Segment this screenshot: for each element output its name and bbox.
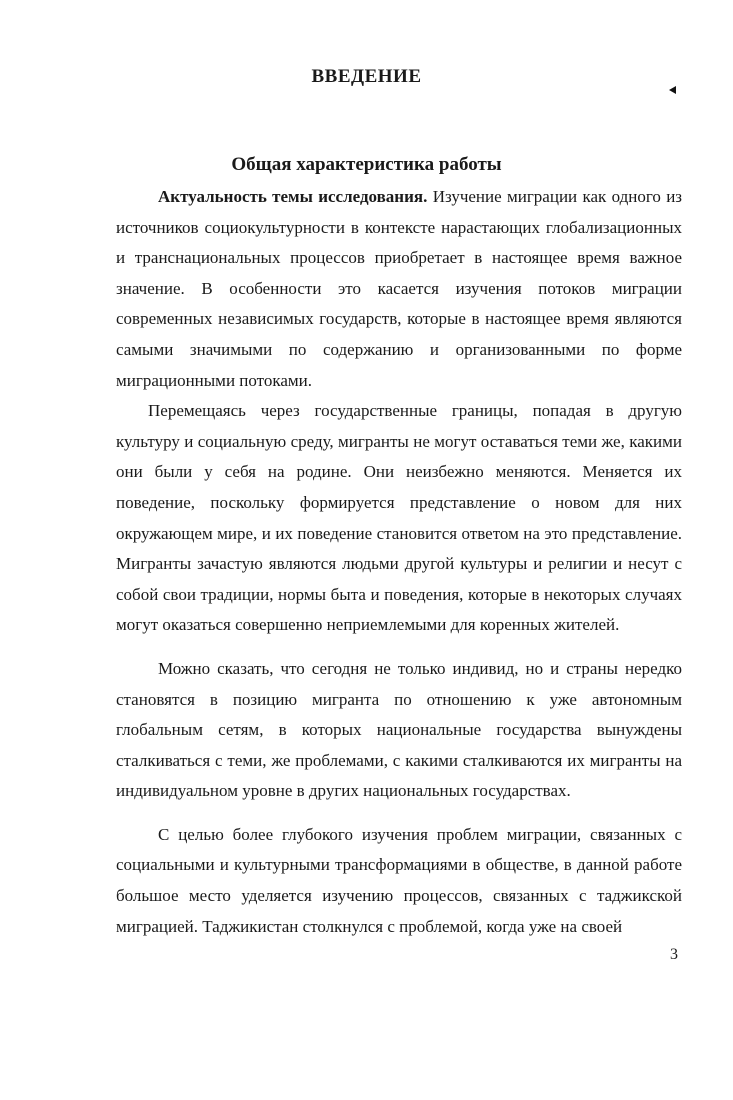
paragraph-relevance (116, 182, 682, 396)
section-heading: Общая характеристика работы (231, 154, 502, 175)
paragraph-lead: Актуальность темы исследования. (158, 187, 428, 206)
left-arrow-marker-icon (669, 86, 676, 94)
paragraph-text: Перемещаясь через государственные границы, попадая в другую культуру и социальную среду, мигранты не могут оставаться теми же, какими они были у себя на родине. Они неизбежно меняются. Меняется их поведение, поскольку формируется представление о новом для них окружающем мире, и их поведение становится ответом на это представление. Мигранты зачастую являются людьми другой культуры и религии и несут с собой свои традиции, нормы быта и поведения, которые в некоторых случаях могут оказаться совершенно неприемлемыми для коренных жителей. (116, 401, 682, 635)
paragraph-text: Изучение миграции как одного из источников социокультурности в контексте нарастающих глобализационных и транснациональных процессов приобретает в настоящее время важное значение. В особенности это касается изучения потоков миграции современных независимых государств, которые в настоящее время являются самыми значимыми по содержанию и организованными по форме миграционными потоками. (116, 187, 683, 390)
page-title: ВВЕДЕНИЕ (311, 66, 422, 87)
paragraph-3 (116, 654, 682, 807)
body-text (116, 182, 682, 942)
paragraph-2 (116, 396, 682, 641)
page-number: 3 (670, 946, 678, 963)
paragraph-text: Можно сказать, что сегодня не только индивид, но и страны нередко становятся в позицию мигранта по отношению к уже автономным глобальным сетям, в которых национальные государства вынуждены сталкиваться с теми, же проблемами, с какими сталкиваются их мигранты на индивидуальном уровне в других национальных государствах. (116, 658, 682, 801)
paragraph-4 (116, 820, 682, 942)
paragraph-text: С целью более глубокого изучения проблем миграции, связанных с социальными и культурными трансформациями в обществе, в данной работе большое место уделяется изучению процессов, связанных с таджикской миграцией. Таджикистан столкнулся с проблемой, когда уже на своей (116, 824, 682, 936)
